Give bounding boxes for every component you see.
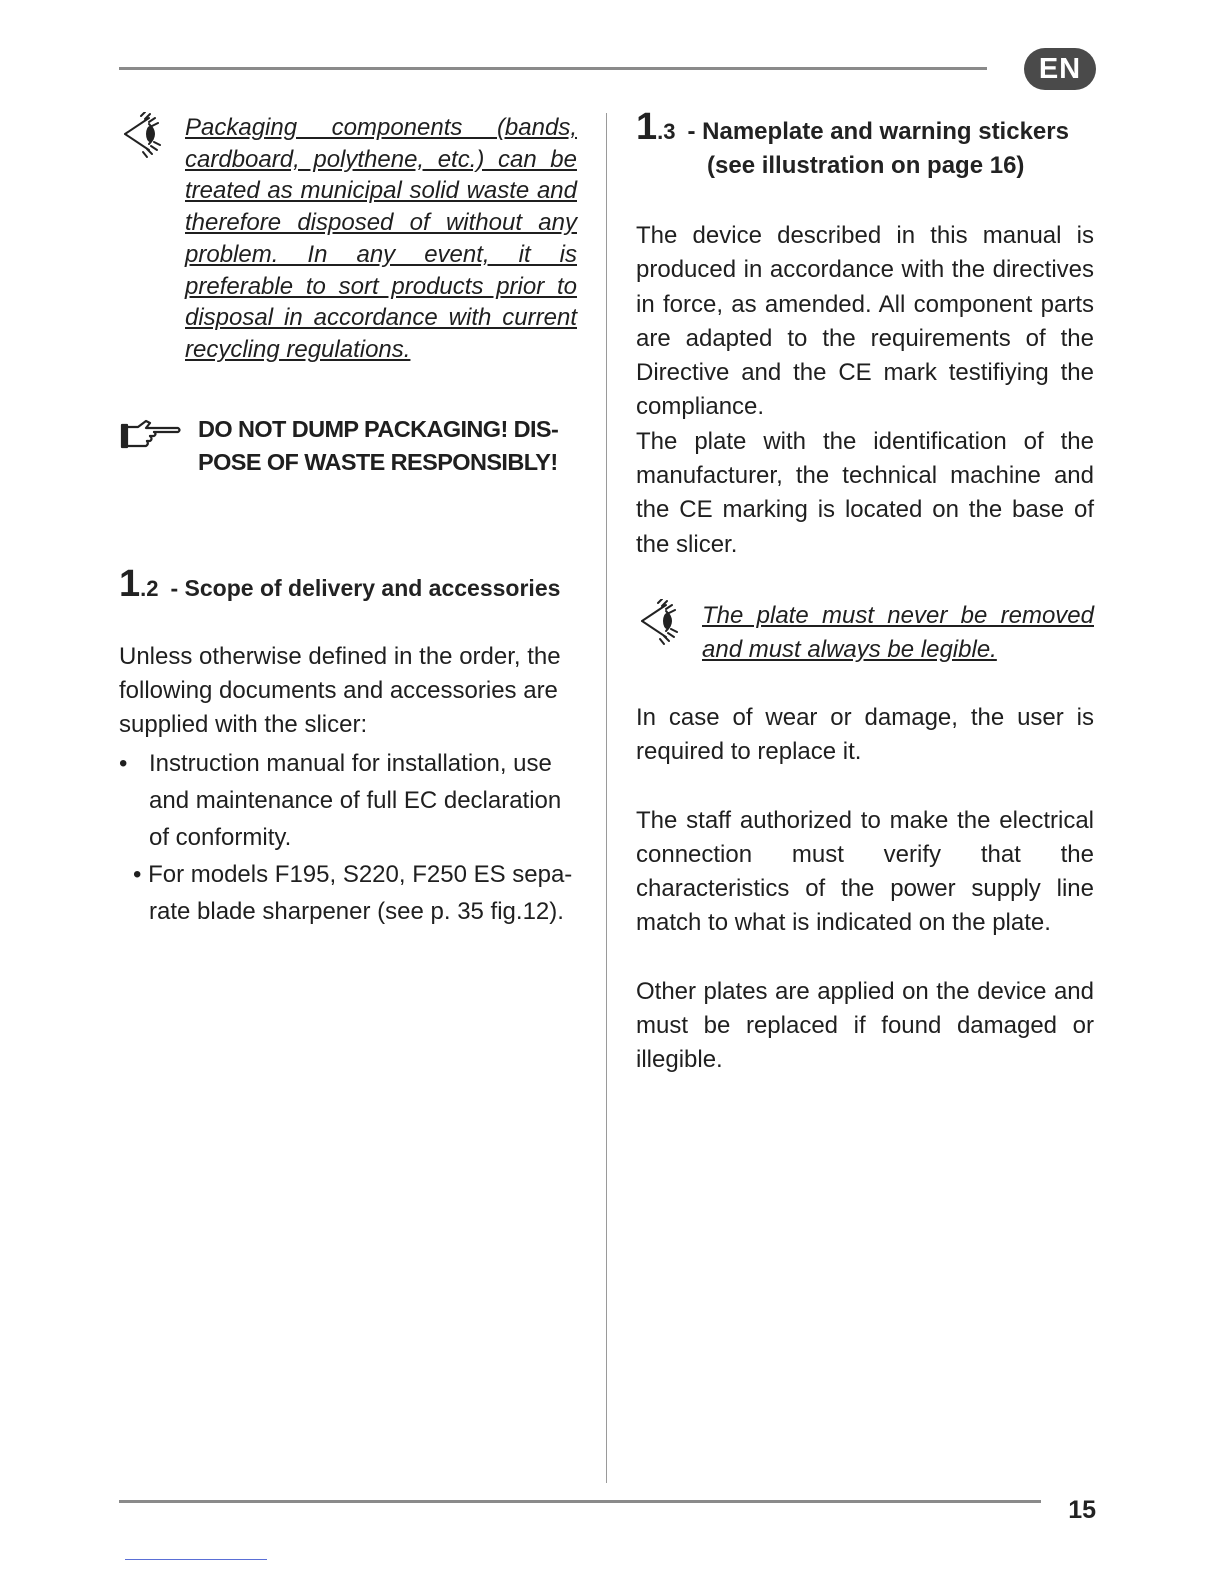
section-title-line-1: - Nameplate and warning stickers: [687, 118, 1069, 145]
warning-line-1: DO NOT DUMP PACKAGING! DIS-: [198, 415, 559, 442]
list-item: [119, 745, 577, 856]
paragraph-wear-damage: In case of wear or damage, the user is required to replace it.: [636, 703, 1094, 766]
dump-warning: [119, 413, 577, 479]
eye-icon: [636, 599, 680, 649]
section-heading-1-2: [119, 562, 577, 605]
packaging-note: [119, 112, 577, 366]
header-rule: [119, 67, 987, 70]
plate-note-text: The plate must never be removed and must always be legible.: [702, 601, 1094, 663]
packaging-note-text: Packaging components (bands, cardboard, polythene, etc.) can be treated as municipal solid waste and therefore disposed of without any problem. In any event, it is preferable to sort products prior to disposal in accordance with current recycling regulations.: [185, 114, 577, 363]
list-item-text: Instruction manual for installation, use and maintenance of full EC declaration of conformity.: [149, 749, 562, 851]
paragraph-directives: The device described in this manual is produced in accordance with the directives in force, as amended. All component parts are adapted to the requirements of the Directive and the CE mark testifiying the compliance.: [636, 222, 1094, 421]
warning-line-2: POSE OF WASTE RESPONSIBLY!: [198, 448, 558, 475]
left-column: [119, 112, 577, 930]
bullet-marker: •: [133, 860, 142, 888]
section-heading-1-3: [636, 108, 1094, 149]
section-number-major: 1: [636, 106, 658, 148]
page-number: 15: [1068, 1496, 1096, 1524]
section-number-minor: .2: [140, 575, 159, 601]
list-item-text-line-1: [133, 856, 577, 893]
eye-icon: [119, 112, 163, 162]
list-item-text: For models F195, S220, F250 ES sepa-: [148, 860, 573, 888]
paragraph-electrical-staff: The staff authorized to make the electrical connection must verify that the characteristics of the power supply line match to what is indicated on the plate.: [636, 806, 1094, 937]
pointing-hand-icon: [120, 417, 182, 451]
bullet-marker: •: [119, 749, 128, 777]
language-badge: EN: [1024, 48, 1096, 90]
section-title-line-2: (see illustration on page 16): [707, 152, 1025, 179]
plate-note: [636, 599, 1094, 667]
section-number-minor: .3: [657, 119, 676, 144]
accessories-list: [119, 745, 577, 930]
scope-intro: Unless otherwise defined in the order, the following documents and accessories are supplied with the slicer:: [119, 642, 561, 739]
column-divider: [606, 113, 607, 1483]
paragraph-plate-location: The plate with the identification of the manufacturer, the technical machine and the CE marking is located on the base of the slicer.: [636, 427, 1094, 558]
paragraph-other-plates: Other plates are applied on the device and must be replaced if found damaged or illegible.: [636, 977, 1094, 1074]
footer-link-underline: [125, 1559, 267, 1560]
section-title: - Scope of delivery and accessories: [170, 574, 561, 601]
section-number-major: 1: [119, 562, 141, 605]
footer-rule: [119, 1500, 1041, 1503]
list-item: [119, 856, 577, 930]
right-column: [636, 108, 1094, 1078]
list-item-text-line-2: rate blade sharpener (see p. 35 fig.12).: [149, 897, 564, 925]
